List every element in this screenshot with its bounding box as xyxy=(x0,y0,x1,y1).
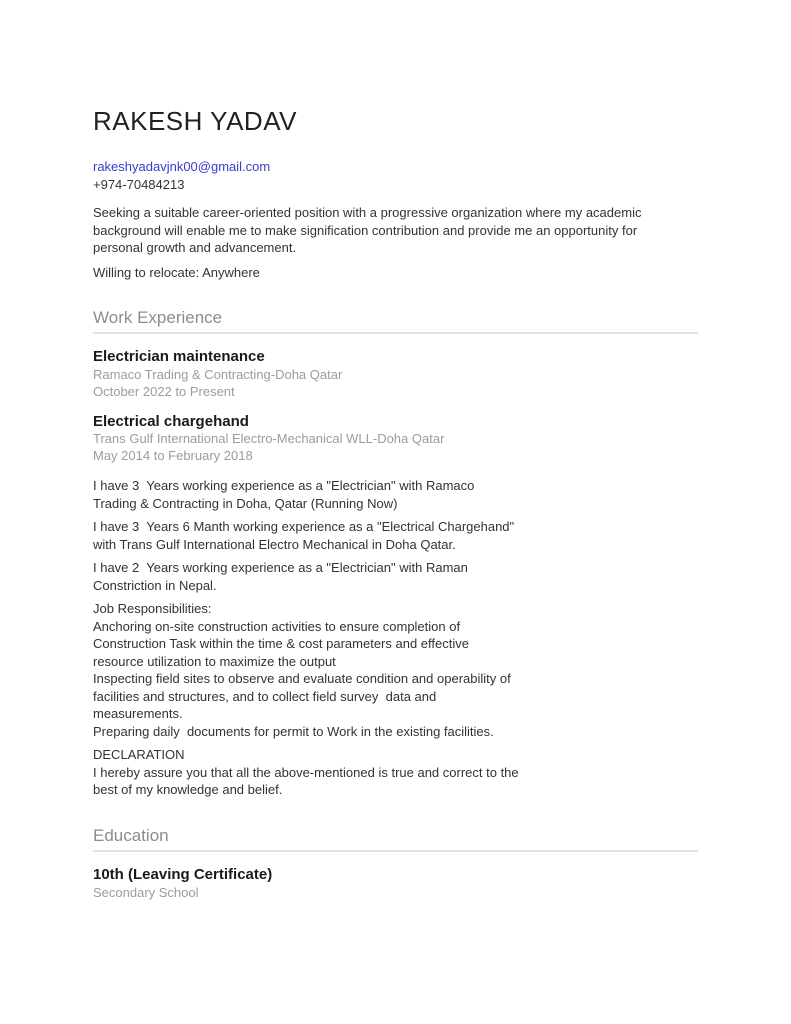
responsibilities-line: facilities and structures, and to collect field survey data and xyxy=(93,688,437,704)
job-dates: October 2022 to Present xyxy=(93,383,235,399)
job-entry xyxy=(93,413,698,465)
phone-number: +974-70484213 xyxy=(93,176,185,192)
experience-line: I have 3 Years 6 Manth working experience as a "Electrical Chargehand" xyxy=(93,519,515,535)
contact-block xyxy=(93,158,698,193)
job-entry xyxy=(93,348,698,400)
experience-line: Trading & Contracting in Doha, Qatar (Running Now) xyxy=(93,495,398,511)
summary-line: Seeking a suitable career-oriented position with a progressive organization where my academic xyxy=(93,205,642,221)
responsibilities-line: Construction Task within the time & cost parameters and effective xyxy=(93,636,469,652)
education-school: Secondary School xyxy=(93,884,199,900)
section-divider xyxy=(93,850,698,852)
job-company: Trans Gulf International Electro-Mechanical WLL-Doha Qatar xyxy=(93,431,445,447)
job-title: Electrical chargehand xyxy=(93,412,249,430)
responsibilities-line: Inspecting field sites to observe and evaluate condition and operability of xyxy=(93,671,511,687)
email-line xyxy=(93,158,698,176)
relocate-line: Willing to relocate: Anywhere xyxy=(93,264,260,280)
summary-line: background will enable me to make signification contribution and provide me an opportunity for xyxy=(93,222,638,238)
job-dates: May 2014 to February 2018 xyxy=(93,448,253,464)
experience-line: I have 3 Years working experience as a "Electrician" with Ramaco xyxy=(93,478,475,494)
experience-line: Constriction in Nepal. xyxy=(93,577,217,593)
summary-paragraph xyxy=(93,204,698,257)
responsibilities-line: Preparing daily documents for permit to Work in the existing facilities. xyxy=(93,723,494,739)
experience-paragraph xyxy=(93,559,698,594)
experience-paragraph xyxy=(93,477,698,512)
work-experience-heading: Work Experience xyxy=(93,308,223,328)
experience-line: I have 2 Years working experience as a "Electrician" with Raman xyxy=(93,560,468,576)
job-company: Ramaco Trading & Contracting-Doha Qatar xyxy=(93,366,343,382)
work-experience-section xyxy=(93,307,698,799)
summary-line: personal growth and advancement. xyxy=(93,240,297,256)
resume-content xyxy=(93,0,698,901)
experience-line: with Trans Gulf International Electro Mechanical in Doha Qatar. xyxy=(93,536,456,552)
declaration-line: I hereby assure you that all the above-mentioned is true and correct to the xyxy=(93,764,519,780)
responsibilities-line: Job Responsibilities: xyxy=(93,601,212,617)
responsibilities-line: measurements. xyxy=(93,706,183,722)
email-link[interactable]: rakeshyadavjnk00@gmail.com xyxy=(93,159,271,175)
education-section xyxy=(93,825,698,901)
job-title: Electrician maintenance xyxy=(93,348,265,366)
candidate-name: RAKESH YADAV xyxy=(93,106,297,136)
declaration-line: best of my knowledge and belief. xyxy=(93,782,283,798)
responsibilities-paragraph xyxy=(93,600,698,740)
education-degree: 10th (Leaving Certificate) xyxy=(93,866,273,884)
relocate-paragraph xyxy=(93,264,698,282)
education-heading: Education xyxy=(93,825,169,845)
experience-paragraph xyxy=(93,518,698,553)
responsibilities-line: Anchoring on-site construction activities to ensure completion of xyxy=(93,618,461,634)
education-entry xyxy=(93,866,698,901)
section-divider xyxy=(93,332,698,334)
declaration-paragraph xyxy=(93,746,698,799)
responsibilities-line: resource utilization to maximize the output xyxy=(93,653,336,669)
declaration-line: DECLARATION xyxy=(93,747,185,763)
job-description xyxy=(93,477,698,799)
